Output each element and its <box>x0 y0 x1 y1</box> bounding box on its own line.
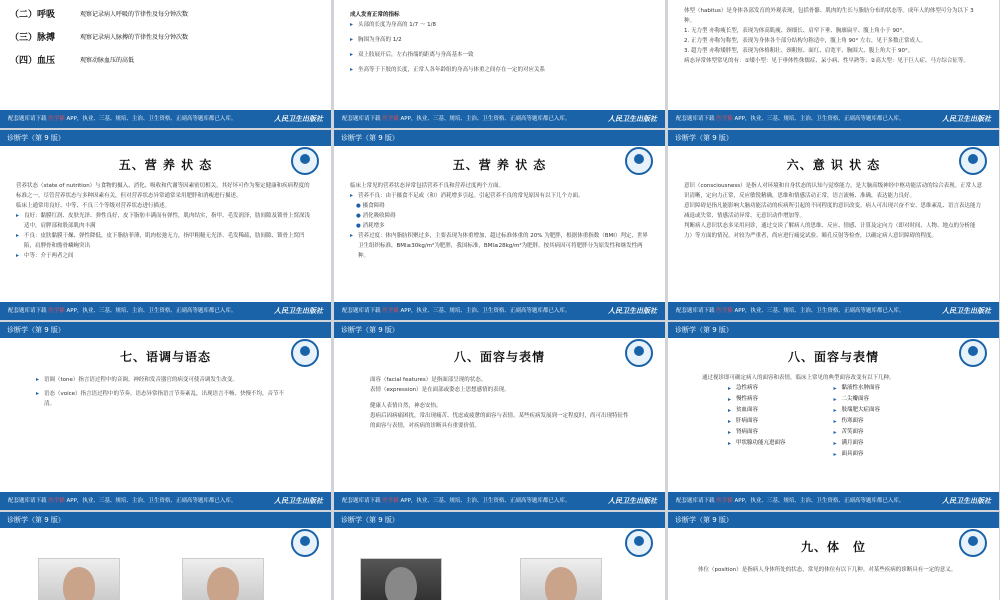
logo-icon <box>625 147 653 175</box>
slide-1 <box>0 0 331 128</box>
logo-icon <box>625 529 653 557</box>
footer: 配套题库请下载 医学猫 APP，执业、三基、规培、主治、卫生资格、正副高等题库都已入库。 人民卫生出版社 <box>668 110 999 128</box>
logo-icon <box>291 147 319 175</box>
slide-9: 诊断学（第 9 版） 八、面容与表情 通过视诊即可确定病人的面容和表情，临床上常见的典型面容改变有以下几种。 ▸ 急性病容 ▸ 慢性病容 ▸ 贫血面容 ▸ 肝病面容 ▸ 肾病面容 ▸ 甲状腺功能亢进面容 ▸ 黏液性水肿面容 ▸ 二尖瓣面容 ▸ 肢端肥大症面容 ▸ 伤寒面容 ▸ 苦笑面容 ▸ 满月面容 ▸ 面具面容 配套题库请下载 医学猫 APP，执业、三基、规培、主治、卫生资格、正副高等题库都已入库。 人民卫生出版社 <box>668 322 999 510</box>
row-breathing: （二）呼吸 观察记录病人呼吸的节律性及每分钟次数 <box>10 10 189 20</box>
footer: 配套题库请下载 医学猫 APP，执业、三基、规培、主治、卫生资格、正副高等题库都已入库。 人民卫生出版社 <box>0 110 331 128</box>
section-title: 成人发育正常的指标 <box>350 12 400 18</box>
slide-header: 诊断学（第 9 版） <box>0 512 331 528</box>
logo-icon <box>959 529 987 557</box>
patient-photo <box>360 558 442 600</box>
slide-header: 诊断学（第 9 版） <box>668 512 999 528</box>
slide-header: 诊断学（第 9 版） <box>334 512 665 528</box>
slide-title: 八、面容与表情 <box>787 350 879 364</box>
slide-10 <box>0 512 331 600</box>
slide-4: 诊断学（第 9 版） 五、营 养 状 态 营养状态（state of nutrition）与食物的摄入、消化、吸收和代谢等因素密切相关，其好坏可作为鉴定健康和疾病程度的标准之一。尽管营养状态与多种因素有关，但对营养状态异常通常采用肥胖和消瘦进行描述。 临床上通常用良好、中等、不良三个等级对营养状态进行描述。 ▸ 良好：黏膜红润、皮肤光泽、弹性良好，皮下脂肪丰满而有弹性，肌肉结实，指甲、毛发润泽，肋间隙及锁骨上窝深浅适中，肩胛部和股部肌肉丰满 ▸ 不良：皮肤黏膜干燥、弹性降低，皮下脂肪菲薄，肌肉松弛无力，指甲粗糙无光泽、毛发稀疏，肋间隙、锁骨上窝凹陷，肩胛骨和髂骨嶙峋突出 ▸ 中等：介于两者之间 配套题库请下载 医学猫 APP，执业、三基、规培、主治、卫生资格、正副高等题库都已入库。 人民卫生出版社 <box>0 130 331 320</box>
slide-title: 五、营 养 状 态 <box>452 158 547 172</box>
slide-2: 成人发育正常的指标 ▸ 头部的长度为身高的 1/7 ～ 1/8 ▸ 胸围为身高的 1/2 ▸ 双上肢展开后，左右指端的距离与身高基本一致 ▸ 坐高等于下肢的长度，正常人各年龄组的身高与体重之间存在一定的对应关系 配套题库请下载 医学猫 APP，执业、三基、规培、主治、卫生资格、正副高等题库都已入库。 人民卫生出版社 <box>334 0 665 128</box>
footer: 配套题库请下载 医学猫 APP，执业、三基、规培、主治、卫生资格、正副高等题库都已入库。 人民卫生出版社 <box>334 302 665 320</box>
slide-header: 诊断学（第 9 版） <box>0 322 331 338</box>
patient-photo <box>520 558 602 600</box>
slide-8: 诊断学（第 9 版） 八、面容与表情 面容（facial features）是指面部呈现的状态。 表情（expression）是在面部或姿态上思想感情的表现。 健康人表情自然，神态安怡。 患病后因病痛困扰，常出现痛苦、忧虑或疲惫的面容与表情。某些疾病发展到一定程度时，尚可出现特征性的面容与表情，对疾病的诊断具有重要价值。 配套题库请下载 医学猫 APP，执业、三基、规培、主治、卫生资格、正副高等题库都已入库。 人民卫生出版社 <box>334 322 665 510</box>
slide-title: 五、营 养 状 态 <box>118 158 213 172</box>
slide-title: 七、语调与语态 <box>119 350 211 364</box>
slide-12: 诊断学（第 9 版） 九、体 位 体位（position）是指病人身体所处的状态，常见的体位有以下几种。对某些疾病的诊断具有一定的意义。 <box>668 512 999 600</box>
row-bp: （四）血压 观察动脉血压的高低 <box>10 56 135 66</box>
logo-icon <box>625 339 653 367</box>
slide-header: 诊断学（第 9 版） <box>0 130 331 146</box>
logo-icon <box>959 339 987 367</box>
footer: 配套题库请下载 医学猫 APP，执业、三基、规培、主治、卫生资格、正副高等题库都已入库。 人民卫生出版社 <box>0 492 331 510</box>
slide-5: 诊断学（第 9 版） 五、营 养 状 态 临床上常见的营养状态异常包括营养不良和营养过度两个方面。 ▸ 营养不良：由于摄食不足或（和）消耗增多引起。引起营养不良的常见原因有以下几个方面。 ● 摄食障碍 ● 消化吸收障碍 ● 消耗增多 ▸ 营养过度：体内脂肪积聚过多，主要表现为体重增加，超过标准体重的 20% 为肥胖，根据体重指数（BMI）判定，世界卫生组织标准，BMI≥30kg/m²为肥胖，我国标准，BMI≥28kg/m²为肥胖。按其病因可将肥胖分为原发性和继发性两种。 配套题库请下载 医学猫 APP，执业、三基、规培、主治、卫生资格、正副高等题库都已入库。 人民卫生出版社 <box>334 130 665 320</box>
slide-11 <box>334 512 665 600</box>
slide-6: 诊断学（第 9 版） 六、意 识 状 态 意识（consciousness）是指人对环境和自身状态的认知与觉察能力，是大脑高级神经中枢功能活动的综合表现。正常人意识清晰，定向力正常，反应敏锐精确，思维和情感活动正常，语言流畅、准确，表达能力良好。 意识障碍是指凡能影响大脑功能活动的疾病所引起的不同程度的意识改变。病人可出现兴奋不安、思维紊乱、语言表达能力减退或失常、情感活动异常、无意识动作增加等。 判断病人意识状态多采用问诊，通过交谈了解病人的思维、反应、情感、计算及定向力（即对时间、人物、地点的分析能力）等方面的情况。对较为严重者，尚应进行痛觉试验、瞳孔反射等检查，以确定病人意识障碍的程度。 配套题库请下载 医学猫 APP，执业、三基、规培、主治、卫生资格、正副高等题库都已入库。 人民卫生出版社 <box>668 130 999 320</box>
logo-icon <box>959 147 987 175</box>
logo-icon <box>291 339 319 367</box>
footer: 配套题库请下载 医学猫 APP，执业、三基、规培、主治、卫生资格、正副高等题库都已入库。 人民卫生出版社 <box>334 492 665 510</box>
slide-7: 诊断学（第 9 版） 七、语调与语态 ▸ 语调（tone）指言语过程中的音调。神经和发音器官的病变可使音调发生改变。 ▸ 语态（voice）指言语过程中的节奏。语态异常指语言节奏紊乱，出现语言不畅、快慢不均，音节不清。 配套题库请下载 医学猫 APP，执业、三基、规培、主治、卫生资格、正副高等题库都已入库。 人民卫生出版社 <box>0 322 331 510</box>
patient-photo <box>38 558 120 600</box>
footer: 配套题库请下载 医学猫 APP，执业、三基、规培、主治、卫生资格、正副高等题库都已入库。 人民卫生出版社 <box>668 492 999 510</box>
footer: 配套题库请下载 医学猫 APP，执业、三基、规培、主治、卫生资格、正副高等题库都已入库。 人民卫生出版社 <box>668 302 999 320</box>
facies-list: ▸ 急性病容 ▸ 慢性病容 ▸ 贫血面容 ▸ 肝病面容 ▸ 肾病面容 ▸ 甲状腺功能亢进面容 ▸ 黏液性水肿面容 ▸ 二尖瓣面容 ▸ 肢端肥大症面容 ▸ 伤寒面容 ▸ 苦笑面容 ▸ 满月面容 ▸ 面具面容 <box>668 383 999 460</box>
row-pulse: （三）脉搏 观察记录病人脉搏的节律性及每分钟次数 <box>10 33 189 43</box>
slide-header: 诊断学（第 9 版） <box>334 322 665 338</box>
slide-title: 八、面容与表情 <box>453 350 545 364</box>
logo-icon <box>291 529 319 557</box>
footer: 配套题库请下载 医学猫 APP，执业、三基、规培、主治、卫生资格、正副高等题库都已入库。 人民卫生出版社 <box>0 302 331 320</box>
slide-title: 六、意 识 状 态 <box>786 158 881 172</box>
footer: 配套题库请下载 医学猫 APP，执业、三基、规培、主治、卫生资格、正副高等题库都已入库。 人民卫生出版社 <box>334 110 665 128</box>
slide-title: 九、体 位 <box>800 540 866 554</box>
slide-header: 诊断学（第 9 版） <box>334 130 665 146</box>
slide-header: 诊断学（第 9 版） <box>668 130 999 146</box>
slide-3: 体型（habitus）是身体各部发育的外观表现，包括骨骼、肌肉的生长与脂肪分布的状态等。成年人的体型可分为以下 3 种。 1. 无力型 亦称瘦长型，表现为体高肌瘦、颈细长、肩窄下垂、胸廓扁平、腹上角小于 90°。 2. 正力型 亦称匀称型，表现为身体各个部分结构匀称适中，腹上角 90° 左右，见于多数正常成人。 3. 超力型 亦称矮胖型，表现为体格粗壮、颈粗短、面红、肩宽平、胸围大、腹上角大于 90°。 病态异常体型常见的有：①矮小型：见于垂体性侏儒症、呆小病、性早熟等；②高大型：见于巨人症、马方综合征等。 配套题库请下载 医学猫 APP，执业、三基、规培、主治、卫生资格、正副高等题库都已入库。 人民卫生出版社 <box>668 0 999 128</box>
patient-photo <box>182 558 264 600</box>
slide-header: 诊断学（第 9 版） <box>668 322 999 338</box>
